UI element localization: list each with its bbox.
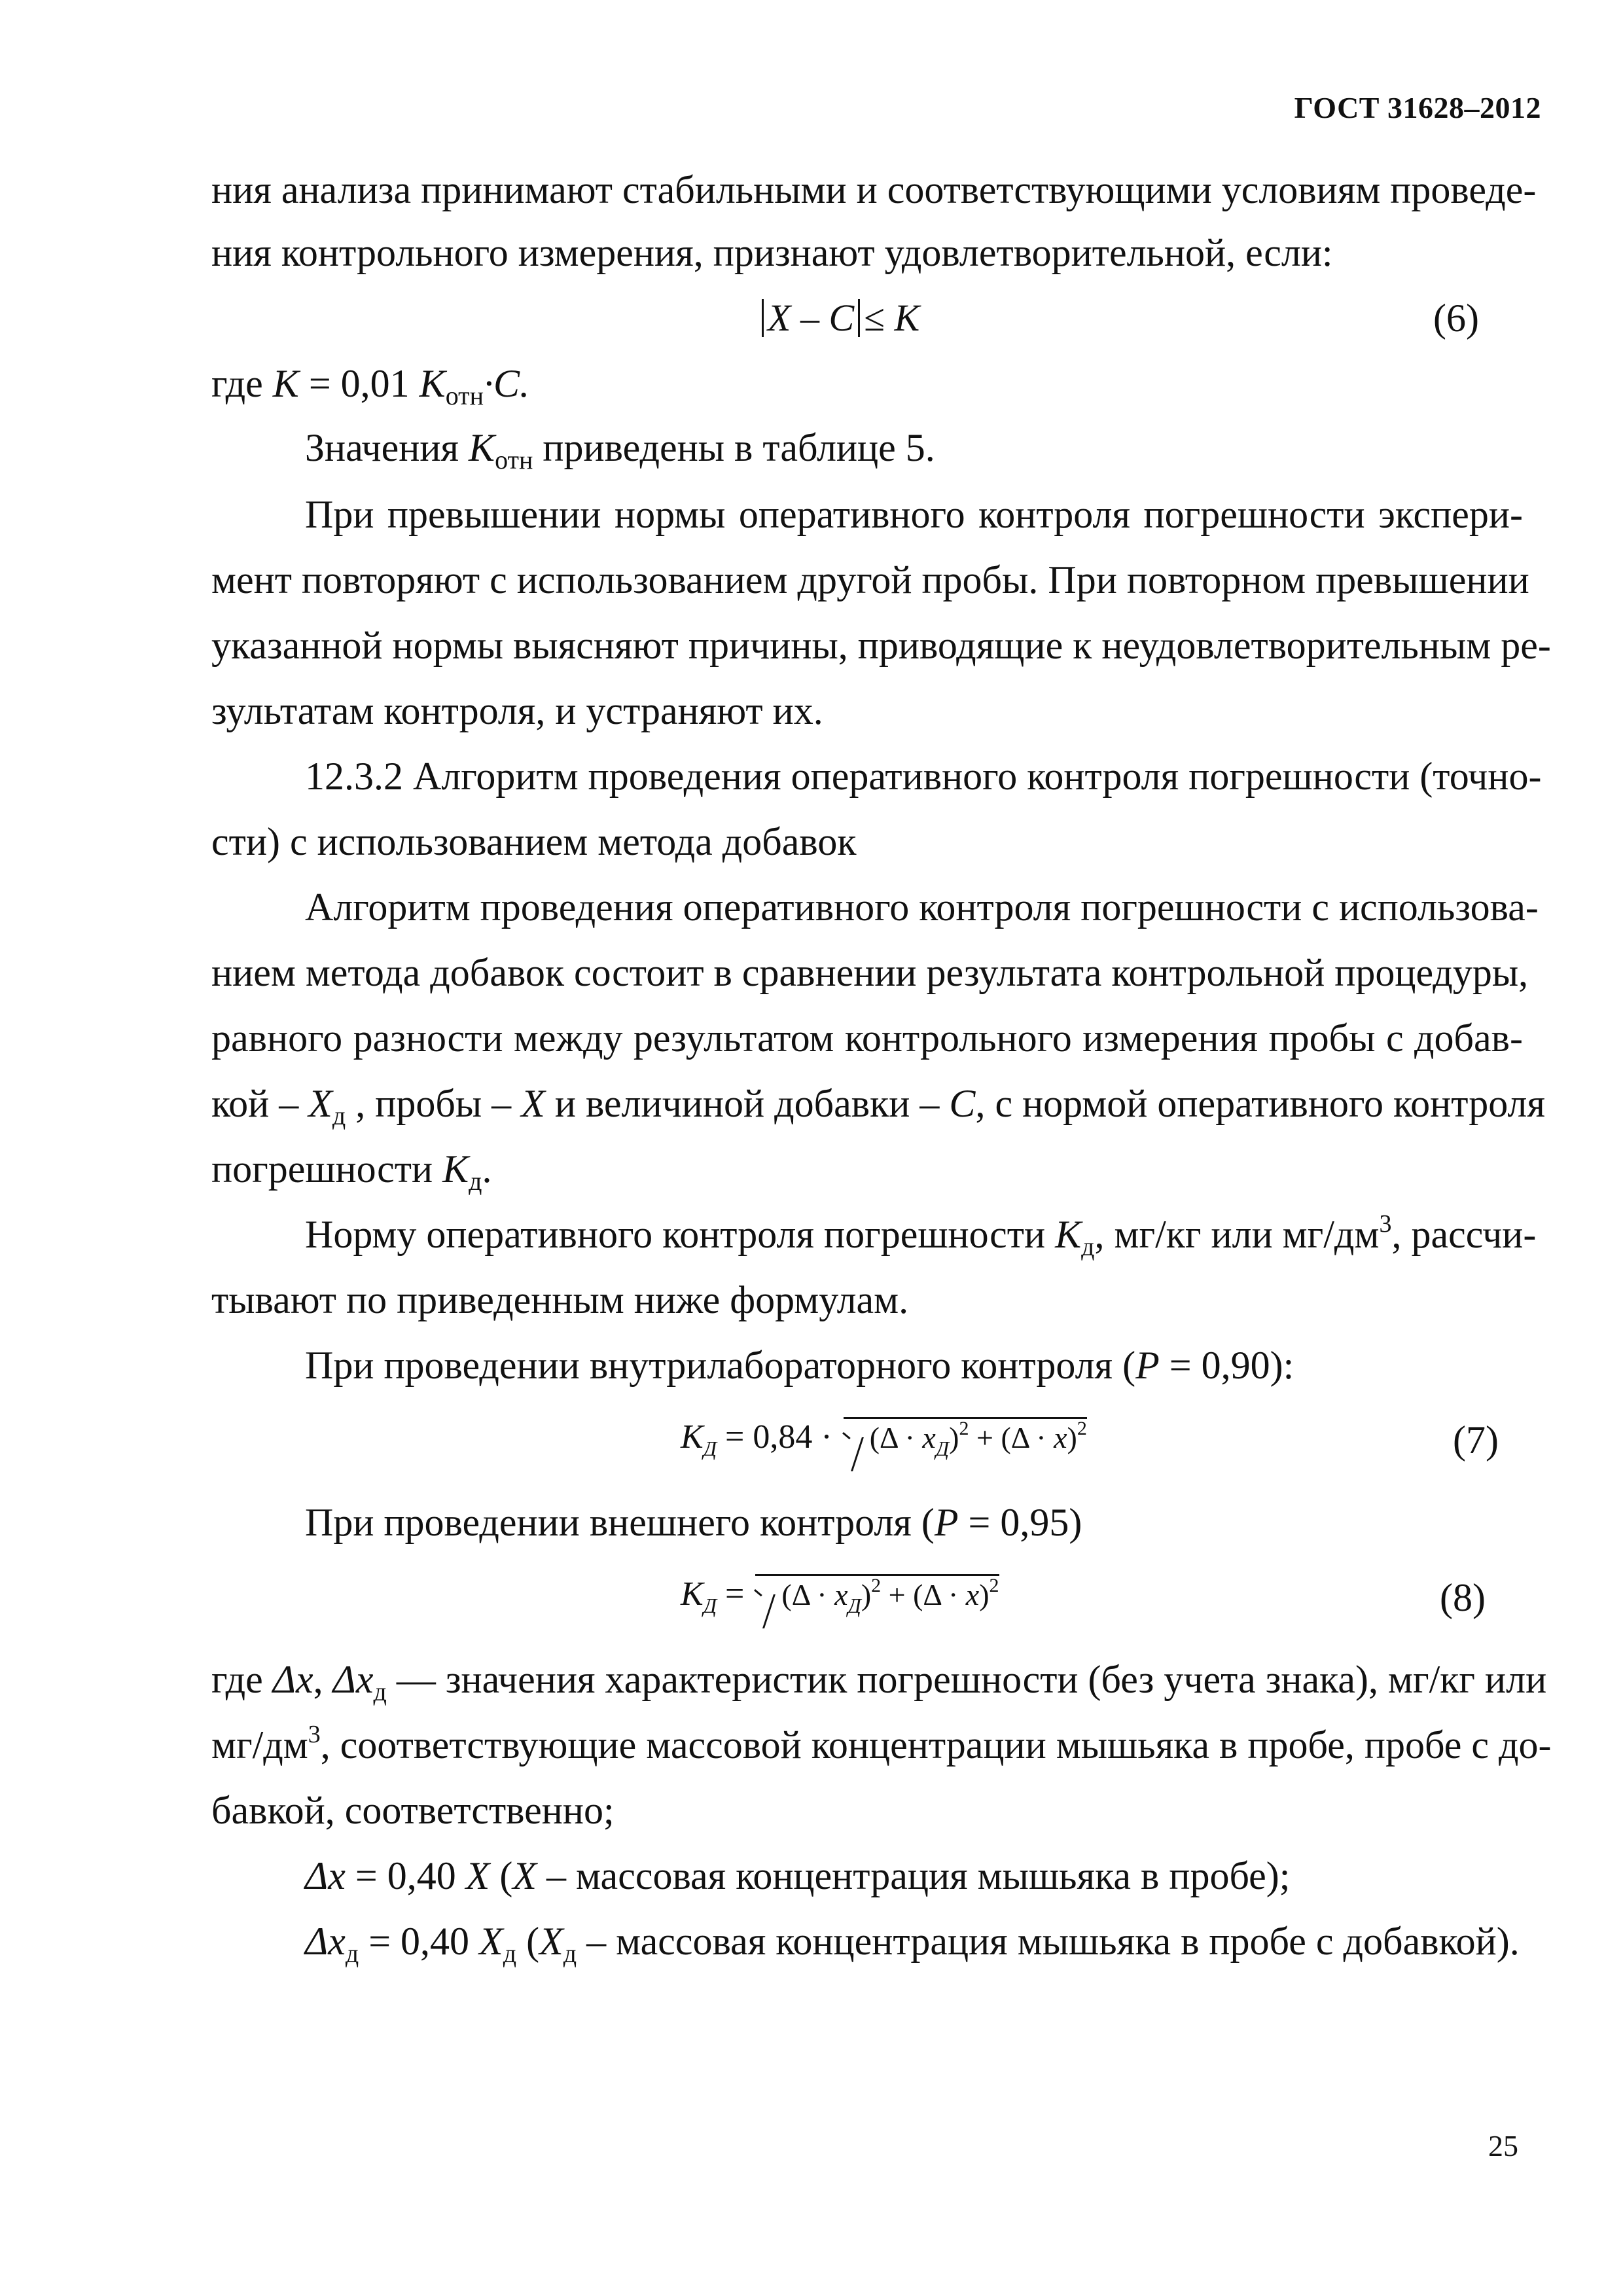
text-line: где K = 0,01 $K_{отн}\cdot C$. <box>211 362 530 410</box>
text-line: При проведении внутрилабораторного контроля (P = 0,90): <box>305 1344 1294 1387</box>
text-line: При проведении внешнего контроля (P = 0,95) <box>305 1501 1082 1544</box>
text-line: Алгоритм проведения оперативного контроля погрешности с использова- <box>305 886 1539 929</box>
text-line: $\Delta x_д = 0,40$ $X_д$ ($X_д$ – массовая концентрация мышьяка в пробе с добавкой). <box>305 1920 1520 1968</box>
text-line: мент повторяют с использованием другой пробы. При повторном превышении <box>211 558 1529 601</box>
equation-number-8: (8) <box>1440 1576 1486 1619</box>
text-line: Значения $K_{отн}$ приведены в таблице 5. <box>305 426 935 475</box>
text-line: погрешности $K_д$. <box>211 1147 492 1196</box>
formula-6: X – C ≤ K <box>758 295 919 342</box>
text-line: кой – $X_д$ , пробы – X и величиной добавки – C, с нормой оперативного контроля <box>211 1082 1545 1130</box>
text-line: ния анализа принимают стабильными и соответствующими условиям проведе- <box>211 168 1537 211</box>
section-heading-line: 12.3.2 Алгоритм проведения оперативного контроля погрешности (точно- <box>305 755 1542 798</box>
text-line: $мг/дм^3$, соответствующие массовой концентрации мышьяка в пробе, пробе с до- <box>211 1721 1552 1767</box>
text-line: равного разности между результатом контрольного измерения пробы с добав- <box>211 1016 1523 1060</box>
equation-number-6: (6) <box>1433 296 1479 340</box>
formula-8: $K_Д = (\Delta \cdot x_Д)^2 + (\Delta \cdot x)^2$ <box>681 1575 999 1617</box>
text-line: Δx = 0,40 X (X – массовая концентрация мышьяка в пробе); <box>305 1854 1291 1897</box>
document-header: ГОСТ 31628–2012 <box>1294 91 1541 124</box>
text-line: указанной нормы выясняют причины, приводящие к неудовлетворительным ре- <box>211 624 1551 667</box>
text-line: тывают по приведенным ниже формулам. <box>211 1278 909 1321</box>
page-number: 25 <box>1488 2129 1518 2162</box>
text-line: где Δx, $\Delta x_д$ — значения характеристик погрешности (без учета знака), мг/кг или <box>211 1658 1547 1706</box>
section-heading-line: сти) с использованием метода добавок <box>211 820 857 863</box>
text-line: При превышении нормы оперативного контроля погрешности экспери- <box>305 493 1523 536</box>
formula-7: $K_Д = 0,84 \cdot (\Delta \cdot x_Д)^2 + (\Delta \cdot x)^2$ <box>681 1418 1087 1460</box>
text-line: Норму оперативного контроля погрешности $K_д$, мг/кг или $мг/дм^3$, рассчи- <box>305 1210 1537 1261</box>
text-line: бавкой, соответственно; <box>211 1789 615 1832</box>
text-line: нием метода добавок состоит в сравнении результата контрольной процедуры, <box>211 951 1529 994</box>
text-line: ния контрольного измерения, признают удовлетворительной, если: <box>211 231 1333 274</box>
equation-number-7: (7) <box>1453 1418 1499 1462</box>
text-line: зультатам контроля, и устраняют их. <box>211 689 823 732</box>
